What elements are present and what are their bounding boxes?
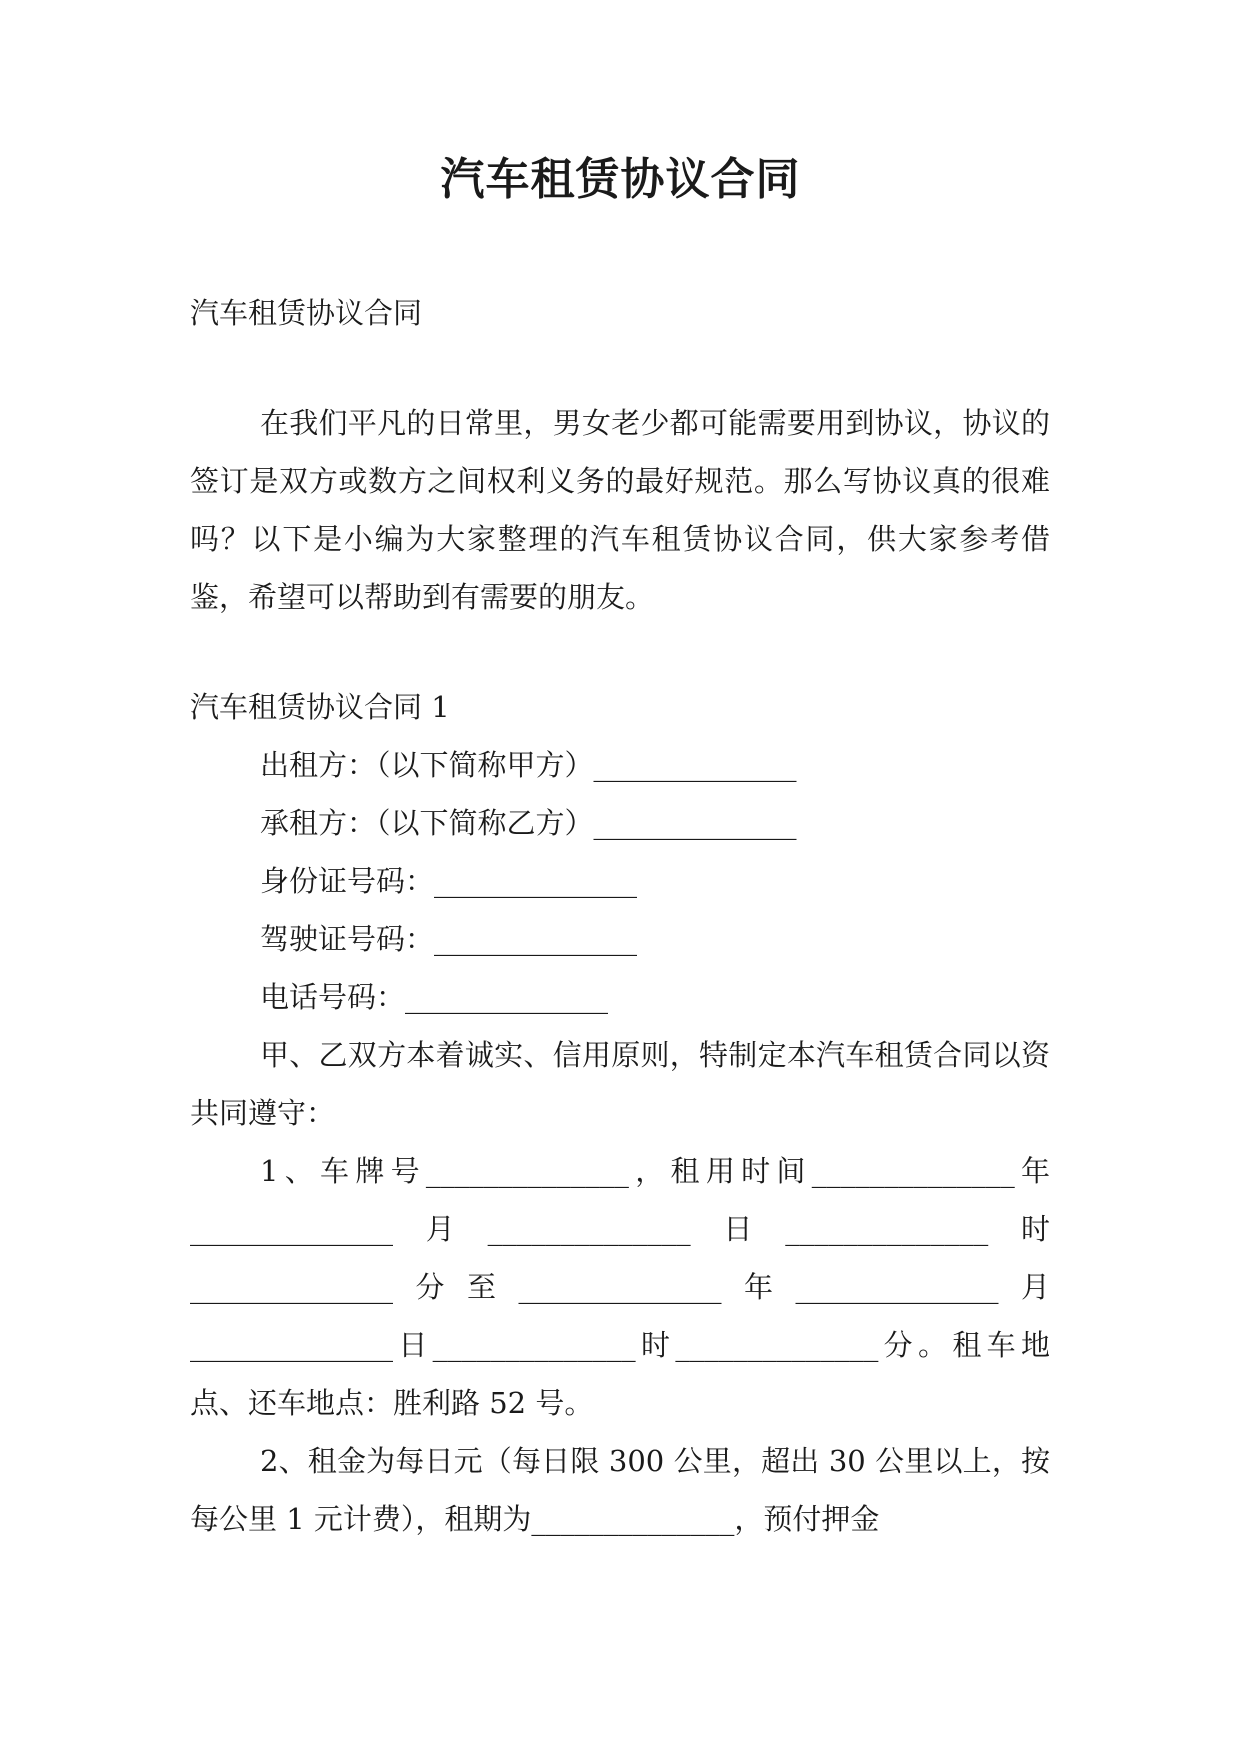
document-title: 汽车租赁协议合同	[440, 154, 801, 205]
intro-paragraph: 在我们平凡的日常里，男女老少都可能需要用到协议，协议的签订是双方或数方之间权利义务的最好规范。那么写协议真的很难吗？以下是小编为大家整理的汽车租赁协议合同，供大家参考借鉴，希望可以帮助到有需要的朋友。	[190, 406, 1050, 614]
field-id-number: 身份证号码：______________	[260, 864, 638, 898]
field-license-number: 驾驶证号码：______________	[260, 922, 638, 956]
field-phone-number: 电话号码：______________	[260, 980, 609, 1014]
field-lessee: 承租方：（以下简称乙方）______________	[260, 806, 797, 840]
field-lessor: 出租方：（以下简称甲方）______________	[260, 748, 797, 782]
clause-2: 2、租金为每日元（每日限 300 公里，超出 30 公里以上，按每公里 1 元计费），租期为______________，预付押金	[190, 1444, 1050, 1536]
clause-1: 1、车牌号______________，租用时间______________年______________月______________日______________时______________分至______________年______________月______________日______________时______________分。租车地点、还车地点：胜利路 52 号。	[190, 1154, 1050, 1420]
principle-paragraph: 甲、乙双方本着诚实、信用原则，特制定本汽车租赁合同以资共同遵守：	[190, 1038, 1050, 1130]
section-heading: 汽车租赁协议合同 1	[190, 690, 450, 724]
document-subtitle: 汽车租赁协议合同	[190, 296, 423, 330]
document-body	[190, 284, 1050, 1548]
